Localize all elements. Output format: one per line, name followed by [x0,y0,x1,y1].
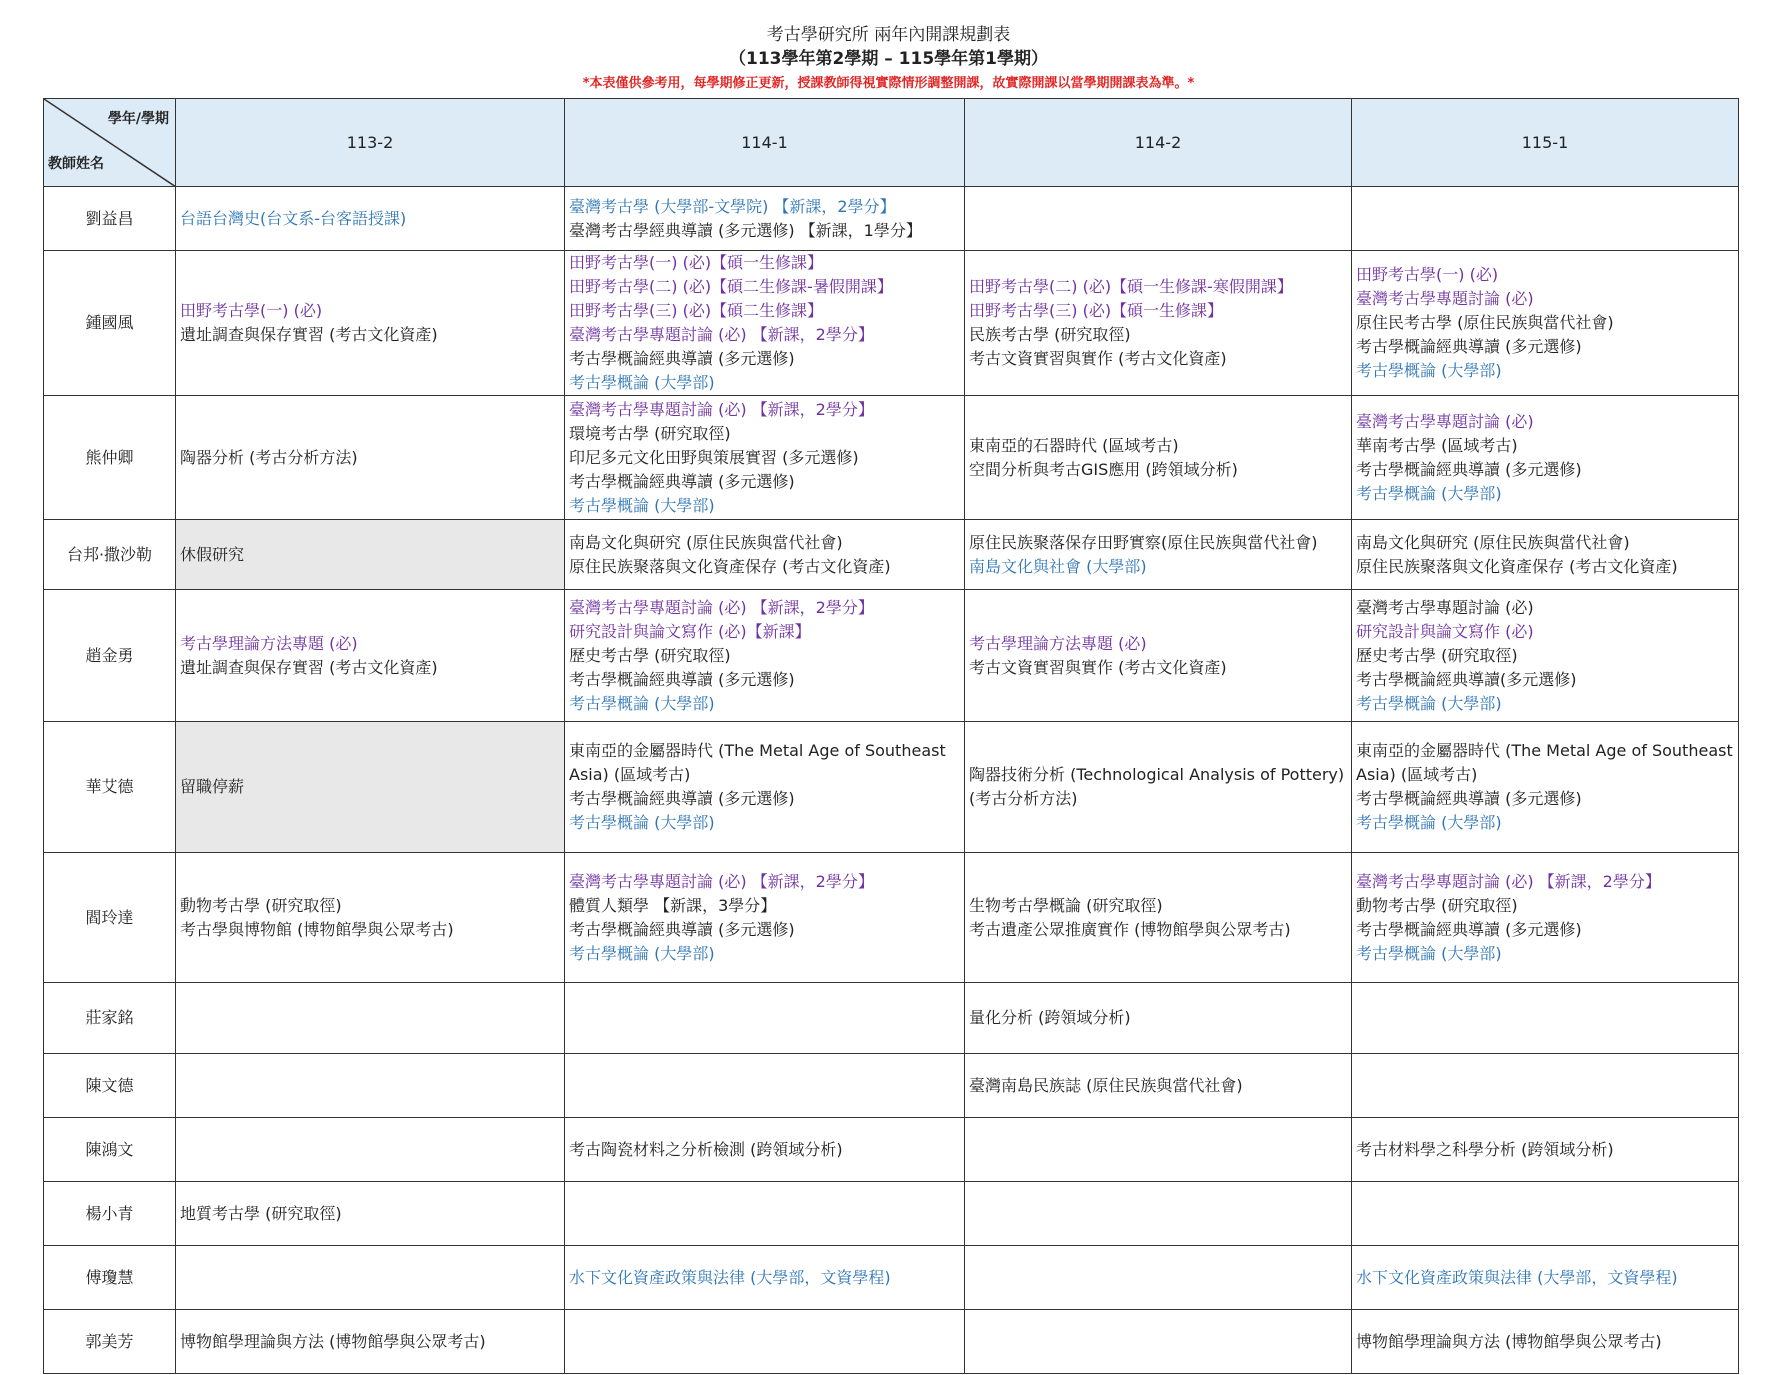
document-subtitle: （113學年第2學期 – 115學年第1學期） [729,49,1048,69]
course-entry: 歷史考古學 (研究取徑) [1356,645,1518,665]
course-cell [565,520,965,590]
course-entry: 遺址調查與保存實習 (考古文化資產) [180,657,438,677]
course-entry: 量化分析 (跨領域分析) [969,1008,1131,1027]
course-entry: 原住民族聚落保存田野實察(原住民族與當代社會) [969,532,1318,552]
course-entry: 考古學概論經典導讀 (多元選修) [569,349,795,368]
course-entry: 南島文化與社會 (大學部) [969,556,1147,576]
course-entry: 原住民考古學 (原住民族與當代社會) [1356,313,1614,332]
course-entry: 臺灣考古學專題討論 (必) 【新課，2學分】 [569,325,874,344]
course-entry: 環境考古學 (研究取徑) [569,423,731,443]
course-entry: 考古陶瓷材料之分析檢測 (跨領域分析) [569,1139,843,1159]
course-entry: 考古遺產公眾推廣實作 (博物館學與公眾考古) [969,919,1291,939]
course-cell [565,1310,965,1374]
course-cell [176,853,565,983]
course-entry: 臺灣考古學專題討論 (必) 【新課，2學分】 [569,597,874,617]
course-entry: 考古文資實習與實作 (考古文化資產) [969,349,1227,368]
course-entry: 考古學概論 (大學部) [1356,813,1502,832]
course-cell [1352,1118,1739,1182]
course-cell [965,1246,1352,1310]
course-cell [965,251,1352,396]
course-entry: 考古學概論 (大學部) [1356,943,1502,963]
semester-header-115-1: 115-1 [1352,99,1739,187]
table-row [44,1118,1739,1182]
course-entry: 考古學概論 (大學部) [1356,483,1502,503]
course-cell [1352,520,1739,590]
course-entry: 考古學概論 (大學部) [569,373,715,392]
teacher-name: 陳鴻文 [44,1118,176,1182]
course-cell [1352,396,1739,520]
course-entry: 遺址調查與保存實習 (考古文化資產) [180,325,438,344]
course-entry: 臺灣考古學專題討論 (必) [1356,289,1534,308]
teacher-name: 閻玲達 [44,853,176,983]
table-body [44,187,1739,1374]
teacher-name: 陳文德 [44,1054,176,1118]
course-entry: 考古學概論經典導讀 (多元選修) [569,789,795,808]
course-entry: 考古學概論 (大學部) [569,813,715,832]
course-entry: 水下文化資產政策與法律 (大學部，文資學程) [1356,1267,1678,1287]
teacher-name: 趙金勇 [44,590,176,722]
course-cell [176,251,565,396]
table-row [44,1310,1739,1374]
course-entry: 博物館學理論與方法 (博物館學與公眾考古) [1356,1331,1662,1351]
course-entry: 體質人類學 【新課，3學分】 [569,895,777,915]
course-entry: 考古材料學之科學分析 (跨領域分析) [1356,1139,1614,1159]
teacher-name: 鍾國風 [44,251,176,396]
course-entry: 生物考古學概論 (研究取徑) [969,895,1163,915]
course-entry: 田野考古學(一) (必)【碩一生修課】 [569,253,824,272]
course-entry: 動物考古學 (研究取徑) [1356,895,1518,915]
course-entry: 東南亞的石器時代 (區域考古) [969,435,1179,455]
course-entry: 田野考古學(三) (必)【碩一生修課】 [969,301,1224,320]
course-cell [1352,590,1739,722]
course-cell [176,983,565,1054]
course-entry: 考古文資實習與實作 (考古文化資產) [969,657,1227,677]
course-cell [565,590,965,722]
teacher-name: 莊家銘 [44,983,176,1054]
course-cell [565,983,965,1054]
course-cell [565,396,965,520]
teacher-name: 傅瓊慧 [44,1246,176,1310]
course-cell [1352,1310,1739,1374]
table-row [44,1054,1739,1118]
course-entry: 歷史考古學 (研究取徑) [569,645,731,665]
teacher-name: 台邦·撒沙勒 [44,520,176,590]
course-entry: 休假研究 [180,544,245,564]
course-entry: 田野考古學(三) (必)【碩二生修課】 [569,301,824,320]
course-entry: 台語台灣史(台文系-台客語授課) [180,208,407,228]
corner-header [44,99,176,187]
course-cell [1352,187,1739,251]
course-entry: 東南亞的金屬器時代 (The Metal Age of Southeast Asia) (區域考古) [1356,741,1733,784]
course-entry: 地質考古學 (研究取徑) [180,1203,342,1223]
course-entry: 研究設計與論文寫作 (必) [1356,621,1534,641]
course-entry: 陶器技術分析 (Technological Analysis of Pottery) (考古分析方法) [969,765,1345,808]
table-row [44,520,1739,590]
table-row [44,722,1739,853]
course-entry: 臺灣考古學專題討論 (必) [1356,597,1534,617]
course-entry: 田野考古學(二) (必)【碩二生修課-暑假開課】 [569,277,893,296]
course-cell [965,1310,1352,1374]
teacher-name: 楊小青 [44,1182,176,1246]
course-entry: 臺灣考古學 (大學部-文學院) 【新課，2學分】 [569,196,896,216]
corner-semester-label: 學年/學期 [107,111,169,127]
course-entry: 田野考古學(二) (必)【碩一生修課-寒假開課】 [969,277,1293,296]
course-entry: 華南考古學 (區域考古) [1356,435,1518,455]
course-entry: 動物考古學 (研究取徑) [180,895,342,915]
course-cell [1352,983,1739,1054]
course-entry: 研究設計與論文寫作 (必)【新課】 [569,621,811,641]
semester-header-113-2: 113-2 [176,99,565,187]
course-entry: 原住民族聚落與文化資產保存 (考古文化資產) [569,556,891,576]
course-entry: 陶器分析 (考古分析方法) [180,447,358,467]
course-entry: 考古學概論 (大學部) [1356,361,1502,380]
course-cell [565,1182,965,1246]
teacher-name: 郭美芳 [44,1310,176,1374]
course-entry: 考古學概論經典導讀 (多元選修) [1356,459,1582,479]
course-cell [965,1118,1352,1182]
course-cell [176,187,565,251]
course-cell [1352,251,1739,396]
teacher-name: 熊仲卿 [44,396,176,520]
course-cell [965,722,1352,853]
course-entry: 考古學概論 (大學部) [569,693,715,713]
semester-header-114-1: 114-1 [565,99,965,187]
course-entry: 考古學概論 (大學部) [569,495,715,515]
course-cell [176,520,565,590]
course-entry: 考古學理論方法專題 (必) [180,633,358,653]
course-entry: 臺灣南島民族誌 (原住民族與當代社會) [969,1075,1243,1095]
course-cell [176,590,565,722]
course-entry: 田野考古學(一) (必) [1356,265,1499,284]
course-cell [176,722,565,853]
course-entry: 留職停薪 [180,777,245,796]
course-entry: 考古學概論 (大學部) [1356,693,1502,713]
table-row [44,251,1739,396]
course-cell [565,251,965,396]
course-entry: 印尼多元文化田野與策展實習 (多元選修) [569,447,859,467]
course-entry: 考古學概論經典導讀 (多元選修) [569,919,795,939]
course-cell [965,1054,1352,1118]
table-row [44,1246,1739,1310]
course-entry: 考古學概論 (大學部) [569,943,715,963]
course-cell [965,520,1352,590]
course-entry: 臺灣考古學專題討論 (必) [1356,411,1534,431]
course-cell [565,1246,965,1310]
course-cell [965,396,1352,520]
course-entry: 東南亞的金屬器時代 (The Metal Age of Southeast Asia) (區域考古) [569,741,946,784]
table-row [44,187,1739,251]
course-entry: 考古學概論經典導讀 (多元選修) [569,669,795,689]
course-entry: 考古學概論經典導讀 (多元選修) [1356,337,1582,356]
course-entry: 臺灣考古學經典導讀 (多元選修) 【新課，1學分】 [569,220,922,240]
course-entry: 臺灣考古學專題討論 (必) 【新課，2學分】 [1356,871,1661,891]
course-cell [176,1246,565,1310]
course-cell [965,187,1352,251]
course-entry: 考古學與博物館 (博物館學與公眾考古) [180,919,454,939]
course-cell [1352,1182,1739,1246]
course-cell [1352,1246,1739,1310]
course-cell [176,396,565,520]
course-entry: 考古學概論經典導讀(多元選修) [1356,669,1577,689]
table-row [44,590,1739,722]
document-title: 考古學研究所 兩年內開課規劃表 [766,25,1011,45]
table-row [44,396,1739,520]
course-entry: 民族考古學 (研究取徑) [969,325,1131,344]
course-cell [565,853,965,983]
course-cell [176,1310,565,1374]
course-entry: 臺灣考古學專題討論 (必) 【新課，2學分】 [569,399,874,419]
teacher-name: 華艾德 [44,722,176,853]
course-entry: 臺灣考古學專題討論 (必) 【新課，2學分】 [569,871,874,891]
course-plan-table [43,98,1739,1374]
course-entry: 南島文化與研究 (原住民族與當代社會) [569,532,843,552]
course-cell [965,983,1352,1054]
course-cell [1352,1054,1739,1118]
course-entry: 空間分析與考古GIS應用 (跨領域分析) [969,459,1238,479]
notice-text: *本表僅供參考用，每學期修正更新，授課教師得視實際情形調整開課，故實際開課以當學期開課表為準。* [582,76,1195,91]
course-entry: 考古學理論方法專題 (必) [969,633,1147,653]
course-cell [565,722,965,853]
course-entry: 考古學概論經典導讀 (多元選修) [569,471,795,491]
course-cell [565,1054,965,1118]
course-cell [965,1182,1352,1246]
course-cell [565,187,965,251]
course-cell [1352,722,1739,853]
course-entry: 田野考古學(一) (必) [180,301,323,320]
corner-teacher-label: 教師姓名 [48,156,104,172]
course-cell [965,853,1352,983]
course-entry: 考古學概論經典導讀 (多元選修) [1356,919,1582,939]
course-entry: 水下文化資產政策與法律 (大學部，文資學程) [569,1267,891,1287]
course-cell [1352,853,1739,983]
header-row [44,99,1739,187]
course-cell [565,1118,965,1182]
table-row [44,983,1739,1054]
course-cell [176,1118,565,1182]
semester-header-114-2: 114-2 [965,99,1352,187]
course-entry: 原住民族聚落與文化資產保存 (考古文化資產) [1356,556,1678,576]
teacher-name: 劉益昌 [44,187,176,251]
course-entry: 考古學概論經典導讀 (多元選修) [1356,789,1582,808]
course-cell [965,590,1352,722]
course-cell [176,1054,565,1118]
course-cell [176,1182,565,1246]
course-entry: 南島文化與研究 (原住民族與當代社會) [1356,532,1630,552]
table-row [44,853,1739,983]
course-entry: 博物館學理論與方法 (博物館學與公眾考古) [180,1331,486,1351]
table-row [44,1182,1739,1246]
